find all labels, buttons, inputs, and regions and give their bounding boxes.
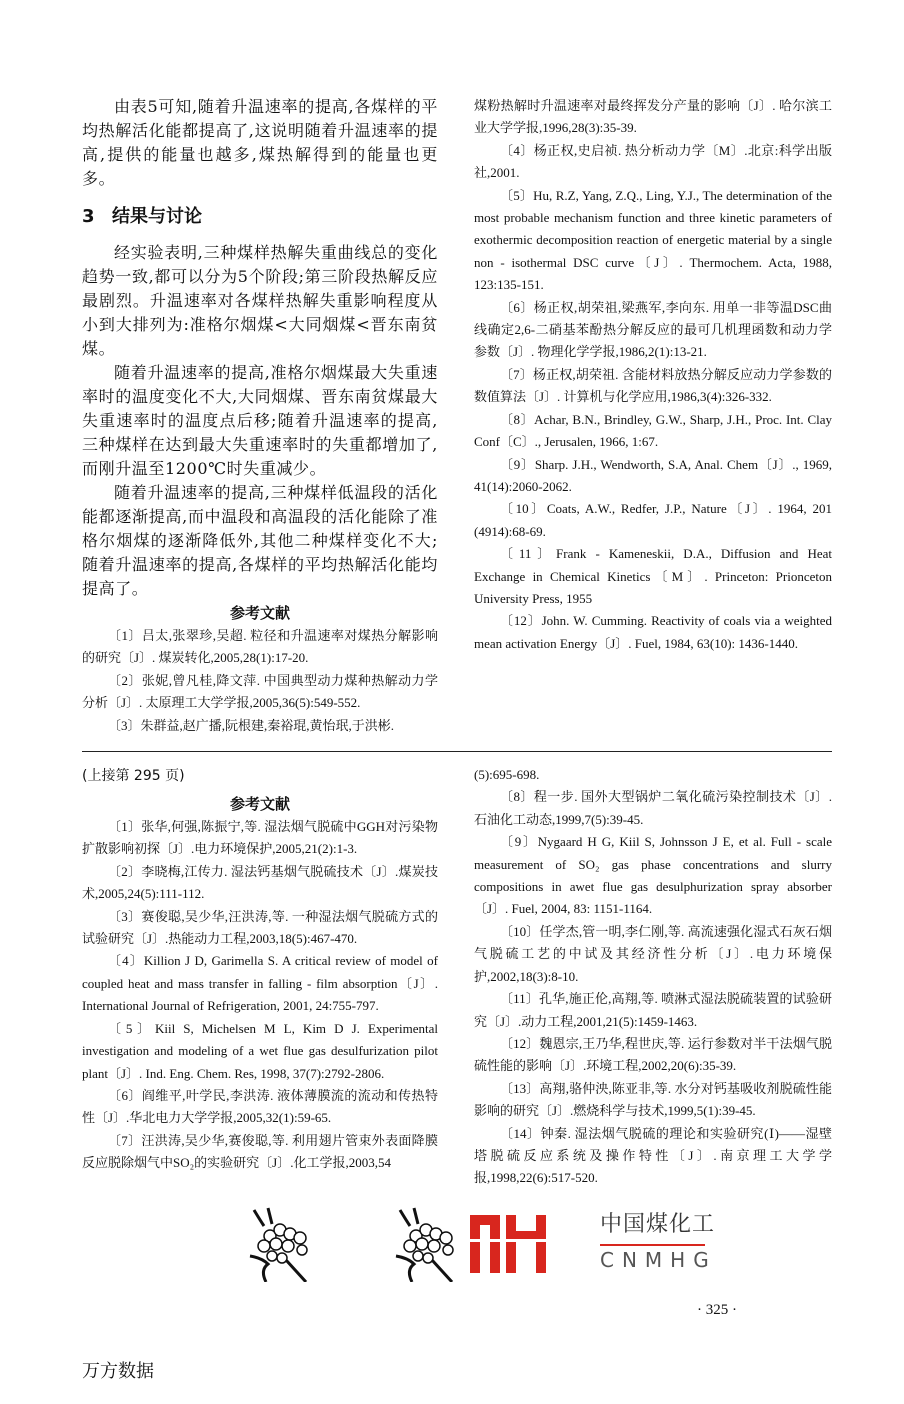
- references-heading: 参考文献: [229, 795, 290, 814]
- reference-item: 〔9〕Nygaard H G, Kiil S, Johnsson J E, et al. Full - scale measurement of SO₂ gas phase concentrations and slurry compositions in awet flue gas desulphurization spray absorber〔J〕. Fuel, 2004, 83: 1151-1164.: [474, 834, 832, 917]
- bottom-left-column: [82, 764, 438, 1175]
- body-paragraph: 随着升温速率的提高,准格尔烟煤最大失重速率时的温度变化不大,大同烟煤、晋东南贫煤最大失重速率时的温度点后移;随着升温速率的提高,三种煤样在达到最大失重速率时的失重都增加了,而刚升温至1200℃时失重减少。: [82, 363, 438, 478]
- reference-item: 〔2〕张妮,曾凡桂,降文萍. 中国典型动力煤种热解动力学分析〔J〕. 太原理工大学学报,2005,36(5):549-552.: [82, 672, 438, 711]
- reference-item: 〔10〕Coats, A.W., Redfer, J.P., Nature〔J〕. 1964, 201 (4914):68-69.: [474, 501, 832, 539]
- reference-item: 〔6〕阎维平,叶学民,李洪涛. 液体薄膜流的流动和传热特性〔J〕.华北电力大学学报,2005,32(1):59-65.: [82, 1087, 438, 1126]
- reference-item: 〔7〕杨正权,胡荣祖. 含能材料放热分解反应动力学参数的数值算法〔J〕. 计算机与化学应用,1986,3(4):326-332.: [474, 366, 832, 405]
- reference-item: 〔13〕高翔,骆仲泱,陈亚非,等. 水分对钙基吸收剂脱硫性能影响的研究〔J〕.燃烧科学与技术,1999,5(1):39-45.: [474, 1080, 832, 1119]
- reference-item: 〔1〕吕太,张翠珍,吴超. 粒径和升温速率对煤热分解影响的研究〔J〕. 煤炭转化,2005,28(1):17-20.: [82, 628, 438, 666]
- logo-divider: [600, 1244, 705, 1246]
- section-title: 结果与讨论: [112, 206, 202, 227]
- reference-item: 〔5〕Kiil S, Michelsen M L, Kim D J. Experimental investigation and modeling of a wet flue gas desulfurization pilot plant〔J〕. Ind. Eng. Chem. Res, 1998, 37(7):2792-2806.: [82, 1020, 438, 1081]
- page-number: · 325 ·: [697, 1301, 737, 1318]
- reference-item: 〔14〕钟秦. 湿法烟气脱硫的理论和实验研究(Ⅰ)——湿壁塔脱硫反应系统及操作特性〔J〕.南京理工大学学报,1998,22(6):517-520.: [474, 1125, 832, 1186]
- reference-item: 〔3〕赛俊聪,吴少华,汪洪涛,等. 一种湿法烟气脱硫方式的试验研究〔J〕.热能动力工程,2003,18(5):467-470.: [82, 908, 438, 947]
- reference-item: 〔4〕杨正权,史启祯. 热分析动力学〔M〕.北京:科学出版社,2001.: [474, 142, 832, 181]
- reference-item: 〔5〕Hu, R.Z, Yang, Z.Q., Ling, Y.J., The determination of the most probable mechanism function and three kinetic parameters of exothermic decomposition reaction of energetic material by a single non - isothermal DSC curve〔J〕. Thermochem. Acta, 1988, 123:135-151.: [474, 187, 832, 293]
- source-watermark: 万方数据: [82, 1360, 154, 1382]
- reference-item: 〔12〕魏恩宗,王乃华,程世庆,等. 运行参数对半干法烟气脱硫性能的影响〔J〕.环境工程,2002,20(6):35-39.: [474, 1035, 832, 1074]
- body-paragraph: 由表5可知,随着升温速率的提高,各煤样的平均热解活化能都提高了,这说明随着升温速率的提高,提供的能量也越多,煤热解得到的能量也更多。: [82, 97, 438, 188]
- bottom-right-column: [474, 764, 832, 1190]
- section-number: 3: [82, 206, 95, 227]
- reference-item: 〔12〕John. W. Cumming. Reactivity of coals via a weighted mean activation Energy〔J〕. Fuel, 1984, 63(10): 1436-1440.: [474, 613, 832, 651]
- body-paragraph: 随着升温速率的提高,三种煤样低温段的活化能都逐渐提高,而中温段和高温段的活化能除了准格尔烟煤的逐渐降低外,其他二种煤样变化不大;随着升温速率的提高,各煤样的平均热解活化能均提高了。: [82, 483, 438, 598]
- top-article-section: [82, 95, 832, 737]
- section-heading: [82, 205, 438, 229]
- reference-item: 〔4〕Killion J D, Garimella S. A critical review of model of coupled heat and mass transfer in falling - film absorption〔J〕. International Journal of Refrigeration, 2001, 24:755-797.: [82, 953, 438, 1014]
- ornament-row: [82, 1206, 832, 1286]
- flower-ornament-icon: [392, 1206, 462, 1282]
- bottom-article-section: [82, 764, 832, 1190]
- reference-item: 〔6〕杨正权,胡荣祖,梁燕军,李向东. 用单一非等温DSC曲线确定2,6-二硝基苯酚热分解反应的最可几机理函数和动力学参数〔J〕. 物理化学学报,1986,2(1):13-21.: [474, 299, 832, 360]
- reference-item: 〔2〕李晓梅,江传力. 湿法钙基烟气脱硫技术〔J〕.煤炭技术,2005,24(5):111-112.: [82, 863, 438, 902]
- reference-item: 〔9〕Sharp. J.H., Wendworth, S.A, Anal. Chem〔J〕., 1969, 41(14):2060-2062.: [474, 456, 832, 494]
- continued-note: (上接第 295 页): [82, 768, 185, 785]
- reference-item: (5):695-698.: [474, 767, 540, 783]
- reference-item: 〔7〕汪洪涛,吴少华,赛俊聪,等. 利用翅片管束外表面降膜反应脱除烟气中SO₂的实验研究〔J〕.化工学报,2003,54: [82, 1132, 438, 1171]
- body-paragraph: 经实验表明,三种煤样热解失重曲线总的变化趋势一致,都可以分为5个阶段;第三阶段热解反应最剧烈。升温速率对各煤样热解失重影响程度从小到大排列为:准格尔烟煤<大同烟煤<晋东南贫煤。: [82, 243, 438, 358]
- logo-english-text: CNMHG: [600, 1247, 717, 1272]
- reference-item: 煤粉热解时升温速率对最终挥发分产量的影响〔J〕. 哈尔滨工业大学学报,1996,28(3):35-39.: [474, 98, 832, 136]
- reference-item: 〔3〕朱群益,赵广播,阮根建,秦裕琨,黄怡珉,于洪彬.: [108, 717, 395, 733]
- logo-chinese-text: 中国煤化工: [600, 1211, 716, 1237]
- reference-item: 〔11〕Frank - Kameneskii, D.A., Diffusion and Heat Exchange in Chemical Kinetics〔M〕. Princeton: Prionceton University Press, 1955: [474, 546, 832, 606]
- reference-item: 〔11〕孔华,施正伦,高翔,等. 喷淋式湿法脱硫装置的试验研究〔J〕.动力工程,2001,21(5):1459-1463.: [474, 991, 832, 1029]
- cnmhg-logo: [470, 1211, 717, 1273]
- flower-ornament-icon: [246, 1206, 316, 1282]
- reference-item: 〔8〕程一步. 国外大型锅炉二氧化硫污染控制技术〔J〕.石油化工动态,1999,7(5):39-45.: [474, 789, 832, 827]
- article-divider: [82, 751, 832, 752]
- reference-item: 〔1〕张华,何强,陈振宁,等. 湿法烟气脱硫中GGH对污染物扩散影响初探〔J〕.电力环境保护,2005,21(2):1-3.: [82, 819, 438, 857]
- top-left-column: [82, 95, 438, 737]
- references-heading: 参考文献: [229, 604, 290, 622]
- reference-item: 〔10〕任学杰,管一明,李仁刚,等. 高流速强化湿式石灰石烟气脱硫工艺的中试及其经济性分析〔J〕.电力环境保护,2002,18(3):8-10.: [474, 923, 832, 984]
- top-right-column: [474, 95, 832, 655]
- reference-item: 〔8〕Achar, B.N., Brindley, G.W., Sharp, J.H., Proc. Int. Clay Conf〔C〕., Jerusalen, 1966, 1:67.: [474, 411, 832, 450]
- mh-logo-mark-icon: [470, 1211, 546, 1273]
